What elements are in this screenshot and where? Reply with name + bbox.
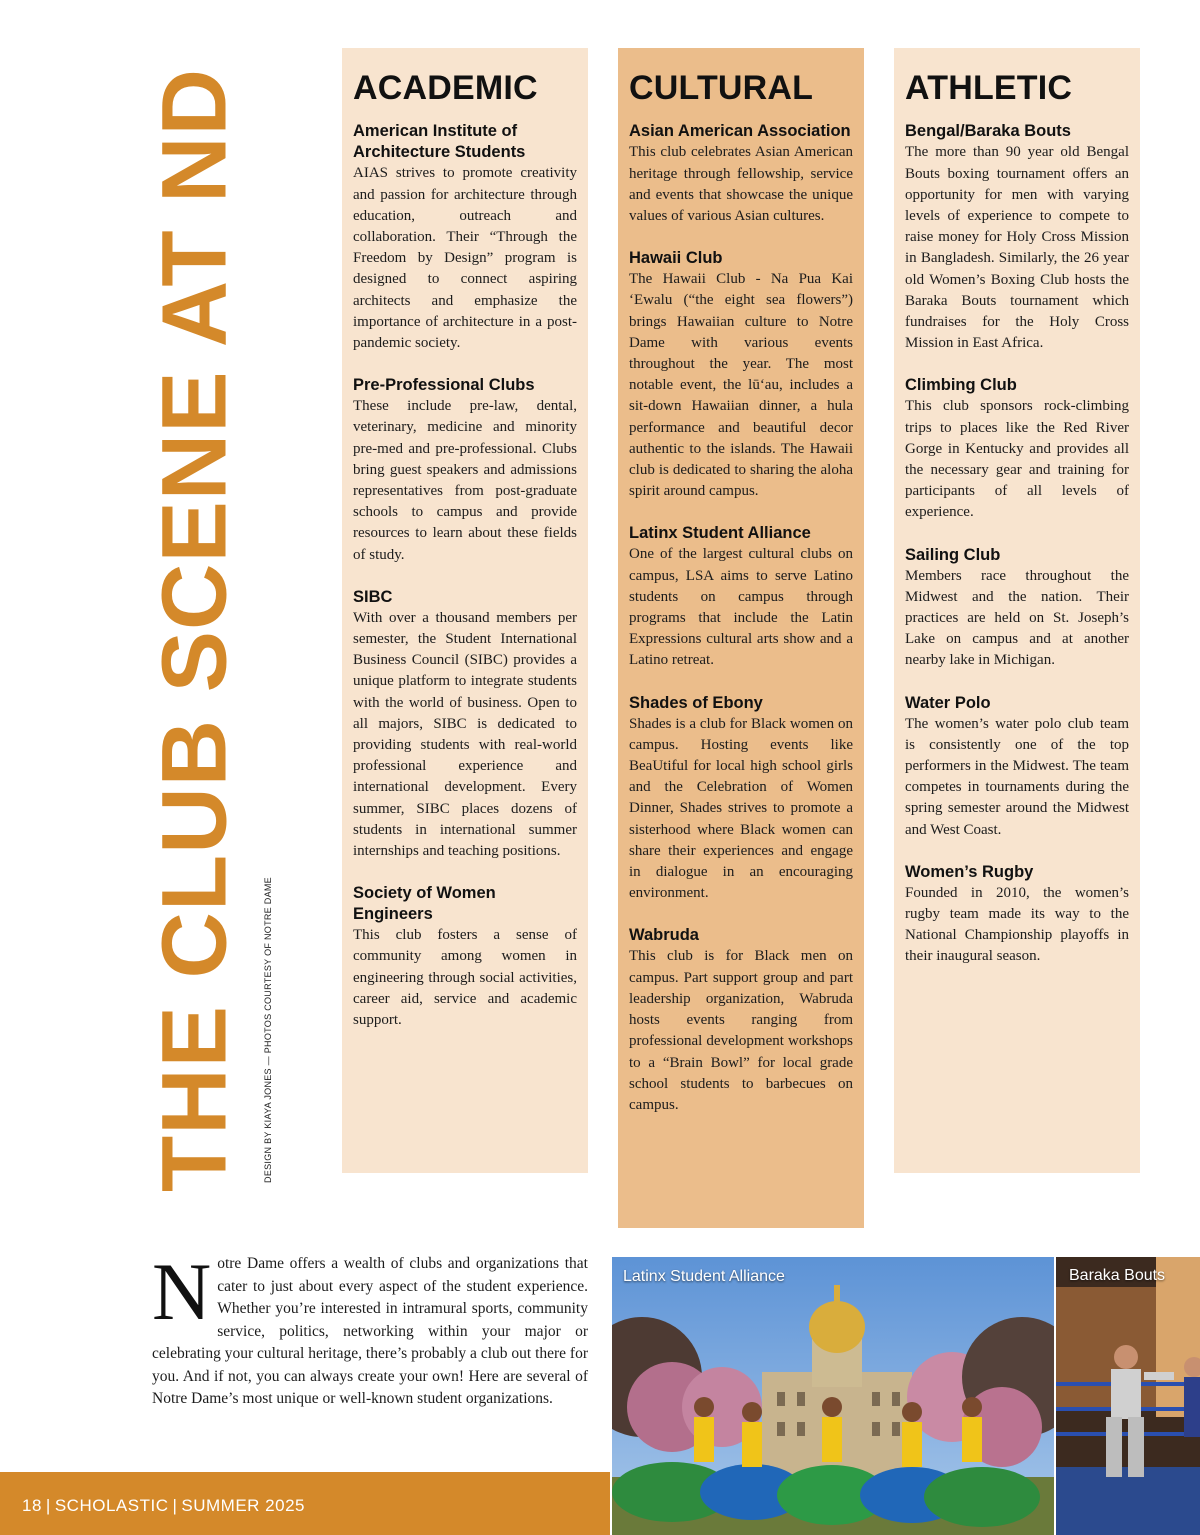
club-entry	[353, 587, 577, 862]
club-entry	[905, 375, 1129, 523]
club-description: One of the largest cultural clubs on campus, LSA aims to serve Latino students on campus through programs that include the Latin Expressions cultural arts show and a Latino retreat.	[629, 546, 853, 669]
club-entry	[629, 925, 853, 1116]
club-name: American Institute of Architecture Students	[353, 122, 526, 162]
footer-folio	[22, 1496, 305, 1516]
footer-divider: |	[172, 1496, 178, 1515]
club-entry	[629, 693, 853, 905]
column-heading: ATHLETIC	[905, 69, 1073, 107]
club-entry	[629, 523, 853, 671]
intro-paragraph	[152, 1246, 588, 1411]
club-description: With over a thousand members per semester, the Student International Business Council (SIBC) provides a unique platform to integrate students with the world of business. Open to all majors, SIBC is dedicated to providing students with real-world professional experience and international development. Every summer, SIBC places dozens of students in international summer internships and teaching positions.	[353, 609, 577, 860]
club-description: AIAS strives to promote creativity and passion for architecture through education, outreach and collaboration. Their “Through the Freedom by Design” program is designed to connect aspiring architects and emphasize the importance of architecture in a post-pandemic society.	[353, 165, 577, 352]
publication-name: SCHOLASTIC	[54, 1496, 169, 1515]
club-description: This club is for Black men on campus. Part support group and part leadership organization, Wabruda hosts events ranging from professional development workshops to a “Brain Bowl” for local grade school students to barbecues on campus.	[629, 948, 853, 1113]
club-description: The Hawaii Club - Na Pua Kai ‘Ewalu (“the eight sea flowers”) brings Hawaiian culture to Notre Dame with various events throughout the year. The most notable event, the lūʻau, includes a sit-down Hawaiian dinner, a hula performance and beautiful decor authentic to the islands. The Hawaii club is dedicated to sharing the aloha spirit around campus.	[629, 271, 853, 500]
club-entry	[353, 883, 577, 1031]
club-name: Hawaii Club	[629, 249, 723, 268]
club-entry	[905, 121, 1129, 354]
club-entry	[629, 121, 853, 227]
club-entry	[905, 545, 1129, 672]
issue-date: SUMMER 2025	[181, 1496, 306, 1515]
column-heading: ACADEMIC	[353, 69, 538, 107]
page-title: THE CLUB SCENE AT ND	[143, 68, 246, 1192]
club-name: Sailing Club	[905, 545, 1001, 564]
club-entry	[353, 375, 577, 566]
club-description: This club fosters a sense of community among women in engineering through social activities, career aid, service and academic support.	[353, 927, 577, 1029]
latinx-photo-illustration	[612, 1257, 1054, 1535]
club-description: These include pre-law, dental, veterinary, medicine and minority pre-med and pre-professional. Clubs bring guest speakers and admissions representatives from post-graduate schools to campus and provide resources to learn about these fields of study.	[353, 398, 577, 563]
club-name: Women’s Rugby	[905, 862, 1034, 881]
drop-cap: N	[152, 1246, 212, 1337]
design-credit: DESIGN BY KIAYA JONES — PHOTOS COURTESY OF NOTRE DAME	[263, 877, 273, 1183]
latinx-photo	[612, 1257, 1054, 1535]
club-entry	[905, 693, 1129, 841]
cultural-column	[618, 48, 864, 1228]
club-name: Climbing Club	[905, 376, 1017, 395]
club-entry	[905, 862, 1129, 968]
club-name: Wabruda	[629, 926, 699, 945]
photo-caption: Latinx Student Alliance	[623, 1268, 785, 1285]
club-description: The more than 90 year old Bengal Bouts boxing tournament offers an opportunity for men with varying levels of experience to compete to raise money for Holy Cross Mission in Bangladesh. Similarly, the 26 year old Women’s Boxing Club hosts the Baraka Bouts tournament which fundraises for the Holy Cross Mission in East Africa.	[905, 144, 1129, 352]
club-description: The women’s water polo club team is consistently one of the top performers in the Midwest. The team competes in tournaments during the spring semester around the Midwest and West Coast.	[905, 715, 1129, 838]
club-name: Water Polo	[905, 693, 991, 712]
club-description: Founded in 2010, the women’s rugby team made its way to the National Championship playoffs in their inaugural season.	[905, 884, 1129, 965]
athletic-column	[894, 48, 1140, 1173]
footer-divider: |	[45, 1496, 51, 1515]
club-name: Society of Women Engineers	[353, 884, 496, 924]
club-description: This club sponsors rock-climbing trips to places like the Red River Gorge in Kentucky and provides all the necessary gear and training for participants of all levels of experience.	[905, 398, 1129, 521]
club-name: Asian American Association	[629, 122, 851, 141]
club-description: This club celebrates Asian American heritage through fellowship, service and events that showcase the unique values of various Asian cultures.	[629, 144, 853, 224]
baraka-photo	[1056, 1257, 1200, 1535]
club-name: Shades of Ebony	[629, 693, 763, 712]
club-entry	[353, 121, 577, 354]
club-name: Latinx Student Alliance	[629, 524, 811, 543]
club-name: Pre-Professional Clubs	[353, 376, 535, 395]
club-entry	[629, 248, 853, 502]
page-number: 18	[22, 1496, 42, 1515]
club-description: Members race throughout the Midwest and the nation. Their practices are held on St. Joseph’s Lake on campus and at another nearby lake in Michigan.	[905, 567, 1129, 669]
club-name: Bengal/Baraka Bouts	[905, 122, 1071, 141]
academic-column	[342, 48, 588, 1173]
photo-caption: Baraka Bouts	[1069, 1267, 1166, 1284]
baraka-photo-illustration	[1056, 1257, 1200, 1535]
column-heading: CULTURAL	[629, 69, 814, 107]
club-name: SIBC	[353, 587, 393, 606]
club-description: Shades is a club for Black women on campus. Hosting events like BeaUtiful for local high school girls and the Celebration of Women Dinner, Shades strives to promote a sisterhood where Black women can share their experiences and engage in dialogue in an encouraging environment.	[629, 715, 853, 902]
intro-text: otre Dame offers a wealth of clubs and organizations that cater to just about every aspect of the student experience. Whether you’re interested in intramural sports, community service, politics, networking within your major or celebrating your cultural heritage, there’s probably a club out there for you. And if not, you can always create your own! Here are several of Notre Dame’s most unique or well-known student organizations.	[152, 1255, 588, 1407]
